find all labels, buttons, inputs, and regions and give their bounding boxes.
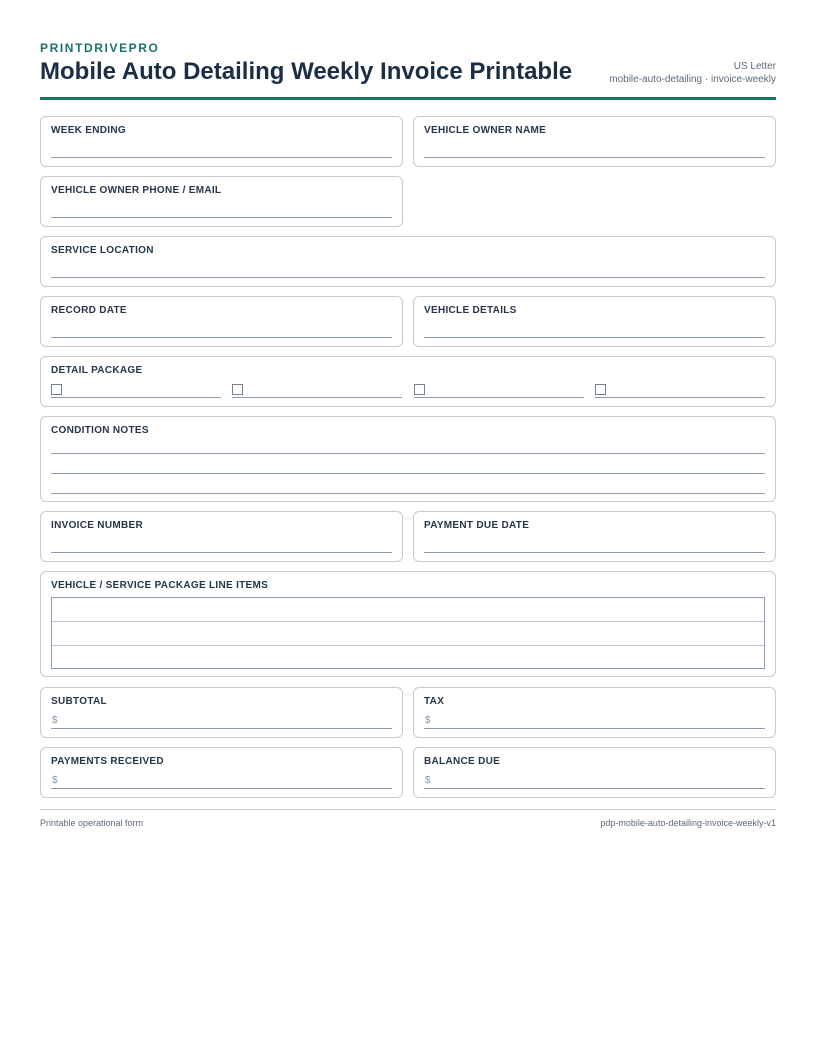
option-write-line[interactable] xyxy=(51,397,221,398)
currency-symbol: $ xyxy=(425,775,431,786)
vehicle-owner-contact-label: VEHICLE OWNER PHONE / EMAIL xyxy=(51,185,222,196)
invoice-number-field[interactable] xyxy=(40,511,403,562)
invoice-number-label: INVOICE NUMBER xyxy=(51,520,143,531)
tax-write-line[interactable] xyxy=(424,728,765,729)
table-row-divider xyxy=(52,645,764,646)
header-divider xyxy=(40,97,776,100)
subtotal-label: SUBTOTAL xyxy=(51,696,107,707)
payments-received-field[interactable] xyxy=(40,747,403,798)
checkbox[interactable] xyxy=(414,384,425,395)
currency-symbol: $ xyxy=(52,715,58,726)
option-write-line[interactable] xyxy=(595,397,765,398)
record-date-write-line[interactable] xyxy=(51,337,392,338)
footer-divider xyxy=(40,809,776,810)
line-items-section xyxy=(40,571,776,677)
payment-due-date-label: PAYMENT DUE DATE xyxy=(424,520,530,531)
subtotal-write-line[interactable] xyxy=(51,728,392,729)
vehicle-details-label: VEHICLE DETAILS xyxy=(424,305,517,316)
balance-due-label: BALANCE DUE xyxy=(424,756,501,767)
week-ending-write-line[interactable] xyxy=(51,157,392,158)
condition-notes-line-1[interactable] xyxy=(51,453,765,454)
condition-notes-label: CONDITION NOTES xyxy=(51,425,149,436)
vehicle-owner-name-label: VEHICLE OWNER NAME xyxy=(424,125,547,136)
tax-field[interactable] xyxy=(413,687,776,738)
table-row-divider xyxy=(52,621,764,622)
invoice-number-write-line[interactable] xyxy=(51,552,392,553)
subtotal-field[interactable] xyxy=(40,687,403,738)
footer-form-id: pdp-mobile-auto-detailing-invoice-weekly-v1 xyxy=(600,818,776,828)
document-meta xyxy=(609,60,776,86)
detail-package-option-1[interactable] xyxy=(51,384,221,398)
condition-notes-line-3[interactable] xyxy=(51,493,765,494)
checkbox[interactable] xyxy=(232,384,243,395)
payments-received-write-line[interactable] xyxy=(51,788,392,789)
currency-symbol: $ xyxy=(52,775,58,786)
payment-due-date-write-line[interactable] xyxy=(424,552,765,553)
vehicle-owner-name-field[interactable] xyxy=(413,116,776,167)
line-items-label: VEHICLE / SERVICE PACKAGE LINE ITEMS xyxy=(51,580,269,591)
paper-size: US Letter xyxy=(733,61,776,72)
checkbox[interactable] xyxy=(595,384,606,395)
tax-label: TAX xyxy=(424,696,445,707)
vehicle-details-write-line[interactable] xyxy=(424,337,765,338)
document-slug: mobile-auto-detailing · invoice-weekly xyxy=(609,74,776,85)
detail-package-option-2[interactable] xyxy=(232,384,402,398)
currency-symbol: $ xyxy=(425,715,431,726)
option-write-line[interactable] xyxy=(232,397,402,398)
detail-package-option-3[interactable] xyxy=(414,384,584,398)
payment-due-date-field[interactable] xyxy=(413,511,776,562)
checkbox[interactable] xyxy=(51,384,62,395)
record-date-field[interactable] xyxy=(40,296,403,347)
footer-description: Printable operational form xyxy=(40,818,144,828)
week-ending-field[interactable] xyxy=(40,116,403,167)
page-title: Mobile Auto Detailing Weekly Invoice Printable xyxy=(40,58,573,85)
vehicle-owner-name-write-line[interactable] xyxy=(424,157,765,158)
detail-package-field xyxy=(40,356,776,407)
balance-due-field[interactable] xyxy=(413,747,776,798)
condition-notes-line-2[interactable] xyxy=(51,473,765,474)
vehicle-details-field[interactable] xyxy=(413,296,776,347)
service-location-write-line[interactable] xyxy=(51,277,765,278)
detail-package-label: DETAIL PACKAGE xyxy=(51,365,143,376)
record-date-label: RECORD DATE xyxy=(51,305,127,316)
line-items-table[interactable] xyxy=(51,597,765,669)
brand-name: PRINTDRIVEPRO xyxy=(40,41,160,55)
payments-received-label: PAYMENTS RECEIVED xyxy=(51,756,164,767)
week-ending-label: WEEK ENDING xyxy=(51,125,126,136)
option-write-line[interactable] xyxy=(414,397,584,398)
service-location-field[interactable] xyxy=(40,236,776,287)
service-location-label: SERVICE LOCATION xyxy=(51,245,154,256)
condition-notes-field[interactable] xyxy=(40,416,776,502)
detail-package-option-4[interactable] xyxy=(595,384,765,398)
vehicle-owner-contact-field[interactable] xyxy=(40,176,403,227)
balance-due-write-line[interactable] xyxy=(424,788,765,789)
vehicle-owner-contact-write-line[interactable] xyxy=(51,217,392,218)
